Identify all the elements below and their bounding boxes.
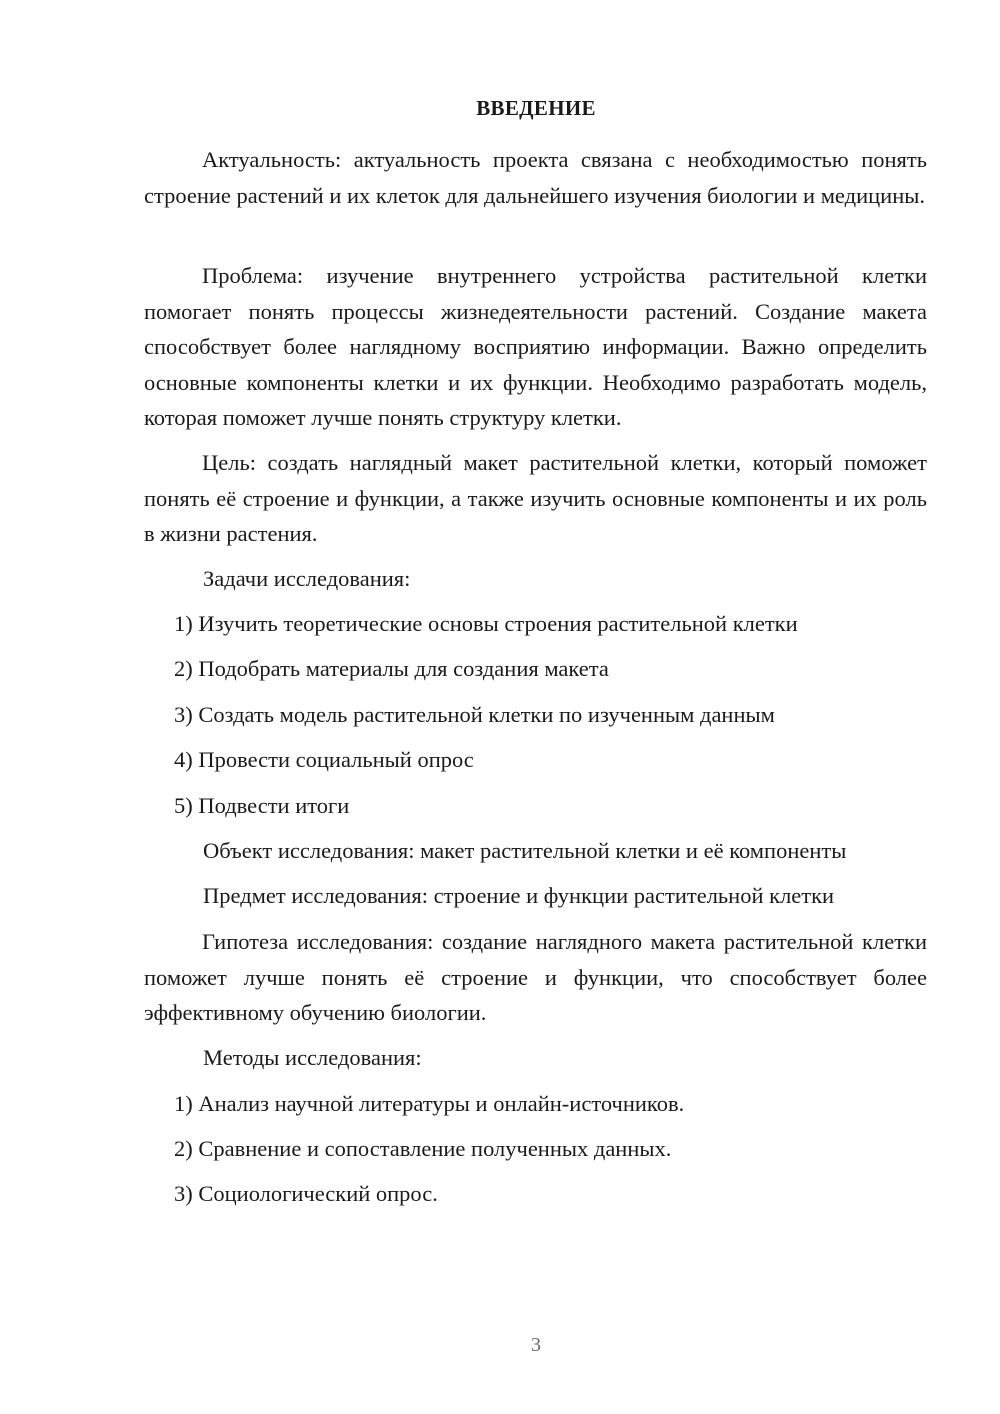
- list-item: 2) Подобрать материалы для создания макета: [174, 656, 609, 681]
- list-item: 5) Подвести итоги: [174, 793, 350, 818]
- list-item: 1) Изучить теоретические основы строения растительной клетки: [174, 611, 798, 636]
- tasks-heading: Задачи исследования:: [203, 566, 411, 591]
- object-line: Объект исследования: макет растительной клетки и её компоненты: [203, 838, 847, 863]
- problem-paragraph: Проблема: изучение внутреннего устройства растительной клетки помогает понять процессы жизнедеятельности растений. Создание макета способствует более наглядному восприятию информации. Важно определить основные компоненты клетки и их функции. Необходимо разработать модель, которая поможет лучше понять структуру клетки.: [144, 263, 927, 430]
- relevance-paragraph: Актуальность: актуальность проекта связана с необходимостью понять строение растений и их клеток для дальнейшего изучения биологии и медицины.: [144, 147, 927, 208]
- list-item: 3) Социологический опрос.: [174, 1181, 438, 1206]
- list-item: 1) Анализ научной литературы и онлайн-источников.: [174, 1091, 685, 1116]
- list-item: 2) Сравнение и сопоставление полученных данных.: [174, 1136, 672, 1161]
- goal-paragraph: Цель: создать наглядный макет растительной клетки, который поможет понять её строение и функции, а также изучить основные компоненты и их роль в жизни растения.: [144, 450, 927, 546]
- page-title: ВВЕДЕНИЕ: [476, 96, 596, 120]
- list-item: 3) Создать модель растительной клетки по изученным данным: [174, 702, 775, 727]
- hypothesis-paragraph: Гипотеза исследования: создание наглядного макета растительной клетки поможет лучше понять её строение и функции, что способствует более эффективному обучению биологии.: [144, 929, 927, 1025]
- subject-line: Предмет исследования: строение и функции растительной клетки: [203, 883, 835, 908]
- list-item: 4) Провести социальный опрос: [174, 747, 474, 772]
- page-number: 3: [531, 1334, 541, 1356]
- methods-heading: Методы исследования:: [203, 1045, 422, 1070]
